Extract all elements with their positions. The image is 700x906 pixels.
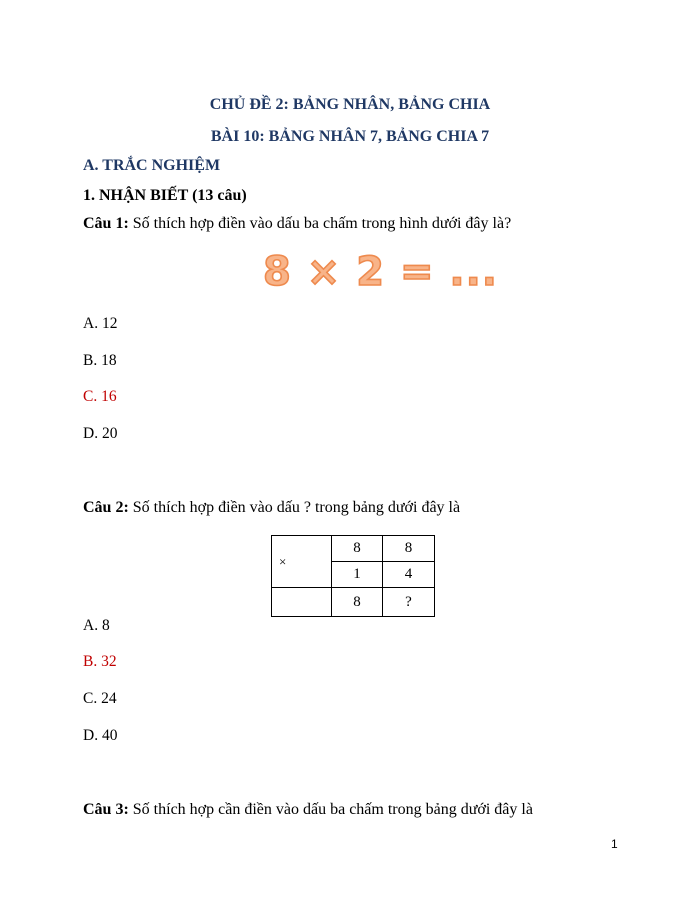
- question-2-table: [271, 535, 435, 617]
- question-1-option-b[interactable]: B. 18: [83, 352, 117, 369]
- question-1-figure: 8 × 2 = ...: [263, 249, 498, 295]
- topic-title: CHỦ ĐỀ 2: BẢNG NHÂN, BẢNG CHIA: [209, 96, 491, 113]
- question-1-option-d[interactable]: D. 20: [83, 425, 118, 442]
- table-cell-r3c1: 8: [332, 588, 383, 617]
- question-2-text: Số thích hợp điền vào dấu ? trong bảng dưới đây là: [128, 499, 461, 516]
- question-1-label: Câu 1:: [83, 215, 129, 232]
- lesson-title: BÀI 10: BẢNG NHÂN 7, BẢNG CHIA 7: [210, 128, 490, 145]
- question-2-option-a[interactable]: A. 8: [83, 617, 110, 634]
- question-3-text: Số thích hợp cần điền vào dấu ba chấm trong bảng dưới đây là: [128, 801, 533, 818]
- table-cell-r3c0: [272, 588, 332, 617]
- section-subtitle: 1. NHẬN BIẾT (13 câu): [83, 187, 247, 204]
- section-title: A. TRẮC NGHIỆM: [83, 157, 221, 174]
- question-3: [83, 801, 533, 819]
- question-2-label: Câu 2:: [83, 499, 129, 516]
- table-cell-r3c2: ?: [383, 588, 435, 617]
- question-3-label: Câu 3:: [83, 801, 129, 818]
- question-2: [83, 499, 460, 517]
- question-2-option-c[interactable]: C. 24: [83, 690, 117, 707]
- question-2-option-b-correct[interactable]: B. 32: [83, 653, 117, 670]
- table-cell-r2c2: 4: [383, 562, 435, 588]
- page-number: 1: [611, 837, 618, 851]
- table-operator-cell: ×: [272, 536, 332, 588]
- question-1-option-a[interactable]: A. 12: [83, 315, 118, 332]
- question-2-option-d[interactable]: D. 40: [83, 727, 118, 744]
- table-cell-r2c1: 1: [332, 562, 383, 588]
- question-1-option-c-correct[interactable]: C. 16: [83, 388, 117, 405]
- question-1: [83, 215, 511, 233]
- question-1-text: Số thích hợp điền vào dấu ba chấm trong hình dưới đây là?: [128, 215, 512, 232]
- table-cell-r1c2: 8: [383, 536, 435, 562]
- table-cell-r1c1: 8: [332, 536, 383, 562]
